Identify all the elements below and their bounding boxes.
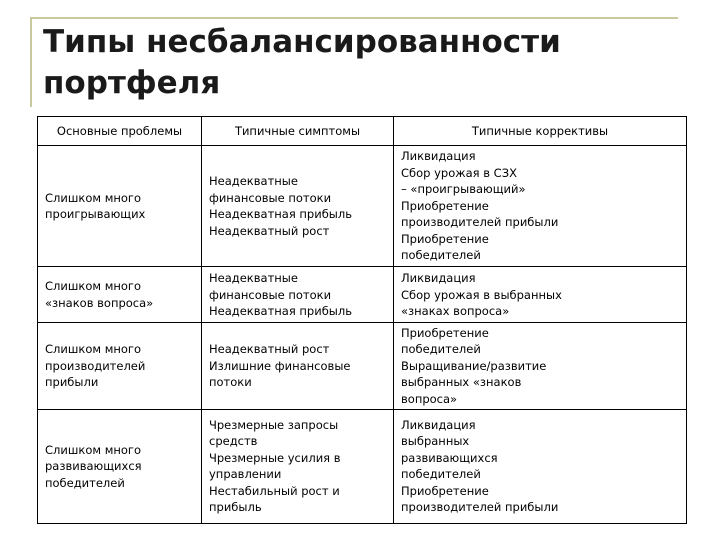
- cell-line: Слишком много: [45, 190, 141, 205]
- cell-line: проигрывающих: [45, 207, 146, 222]
- header-symptoms: Типичные симптомы: [202, 117, 394, 146]
- cell-line: Приобретение: [401, 325, 489, 340]
- cell-line: вопроса»: [401, 391, 458, 406]
- table-row: [38, 146, 687, 267]
- frame-top-line: [30, 17, 678, 19]
- cell-line: Неадекватные: [209, 271, 298, 286]
- cell-line: выбранных: [401, 434, 470, 449]
- cell-line: Чрезмерные запросы: [209, 417, 339, 432]
- corrections-cell: [394, 323, 687, 409]
- cell-line: Приобретение: [401, 231, 489, 246]
- table-row: [38, 409, 687, 523]
- cell-line: производителей прибыли: [401, 500, 559, 515]
- cell-line: Ликвидация: [401, 149, 476, 164]
- problem-cell: [38, 409, 202, 523]
- title-line-1: Типы несбалансированности: [43, 24, 561, 60]
- cell-line: Чрезмерные усилия в: [209, 450, 341, 465]
- cell-line: Неадекватная прибыль: [209, 207, 352, 222]
- header-corrections: Типичные коррективы: [394, 117, 687, 146]
- corrections-cell: [394, 409, 687, 523]
- cell-line: Нестабильный рост и: [209, 483, 340, 498]
- table-row: [38, 323, 687, 409]
- cell-line: средств: [209, 434, 258, 449]
- table-header-row: [38, 117, 687, 146]
- cell-line: «знаках вопроса»: [401, 304, 510, 319]
- cell-line: производителей прибыли: [401, 215, 559, 230]
- symptoms-cell: [202, 146, 394, 267]
- cell-line: Неадекватный рост: [209, 223, 330, 238]
- frame-left-line: [30, 17, 32, 107]
- cell-line: Выращивание/развитие: [401, 358, 547, 373]
- problem-cell: [38, 146, 202, 267]
- cell-line: управлении: [209, 467, 282, 482]
- cell-line: Слишком много: [45, 442, 141, 457]
- cell-line: Сбор урожая в выбранных: [401, 287, 562, 302]
- cell-line: победителей: [401, 342, 481, 357]
- cell-line: потоки: [209, 375, 252, 390]
- cell-line: прибыль: [209, 500, 262, 515]
- cell-line: производителей: [45, 358, 146, 373]
- corrections-cell: [394, 267, 687, 323]
- portfolio-imbalance-table: [37, 116, 687, 524]
- symptoms-cell: [202, 409, 394, 523]
- cell-line: Слишком много: [45, 342, 141, 357]
- cell-line: Неадекватные: [209, 174, 298, 189]
- symptoms-cell: [202, 267, 394, 323]
- title-line-2: портфеля: [43, 65, 221, 101]
- header-problems: Основные проблемы: [38, 117, 202, 146]
- problem-cell: [38, 267, 202, 323]
- cell-line: – «проигрывающий»: [401, 182, 526, 197]
- cell-line: победителей: [401, 467, 481, 482]
- cell-line: финансовые потоки: [209, 287, 332, 302]
- cell-line: Излишние финансовые: [209, 358, 351, 373]
- page-title: [43, 22, 663, 104]
- cell-line: победителей: [401, 248, 481, 263]
- cell-line: Приобретение: [401, 483, 489, 498]
- cell-line: выбранных «знаков: [401, 375, 522, 390]
- cell-line: Неадекватная прибыль: [209, 304, 352, 319]
- cell-line: развивающихся: [45, 459, 142, 474]
- cell-line: «знаков вопроса»: [45, 295, 154, 310]
- symptoms-cell: [202, 323, 394, 409]
- problem-cell: [38, 323, 202, 409]
- cell-line: Приобретение: [401, 198, 489, 213]
- cell-line: прибыли: [45, 375, 99, 390]
- cell-line: Неадекватный рост: [209, 342, 330, 357]
- cell-line: Слишком много: [45, 279, 141, 294]
- corrections-cell: [394, 146, 687, 267]
- table-row: [38, 267, 687, 323]
- cell-line: Ликвидация: [401, 271, 476, 286]
- cell-line: Ликвидация: [401, 417, 476, 432]
- cell-line: Сбор урожая в СЗХ: [401, 165, 517, 180]
- cell-line: победителей: [45, 475, 125, 490]
- cell-line: финансовые потоки: [209, 190, 332, 205]
- cell-line: развивающихся: [401, 450, 498, 465]
